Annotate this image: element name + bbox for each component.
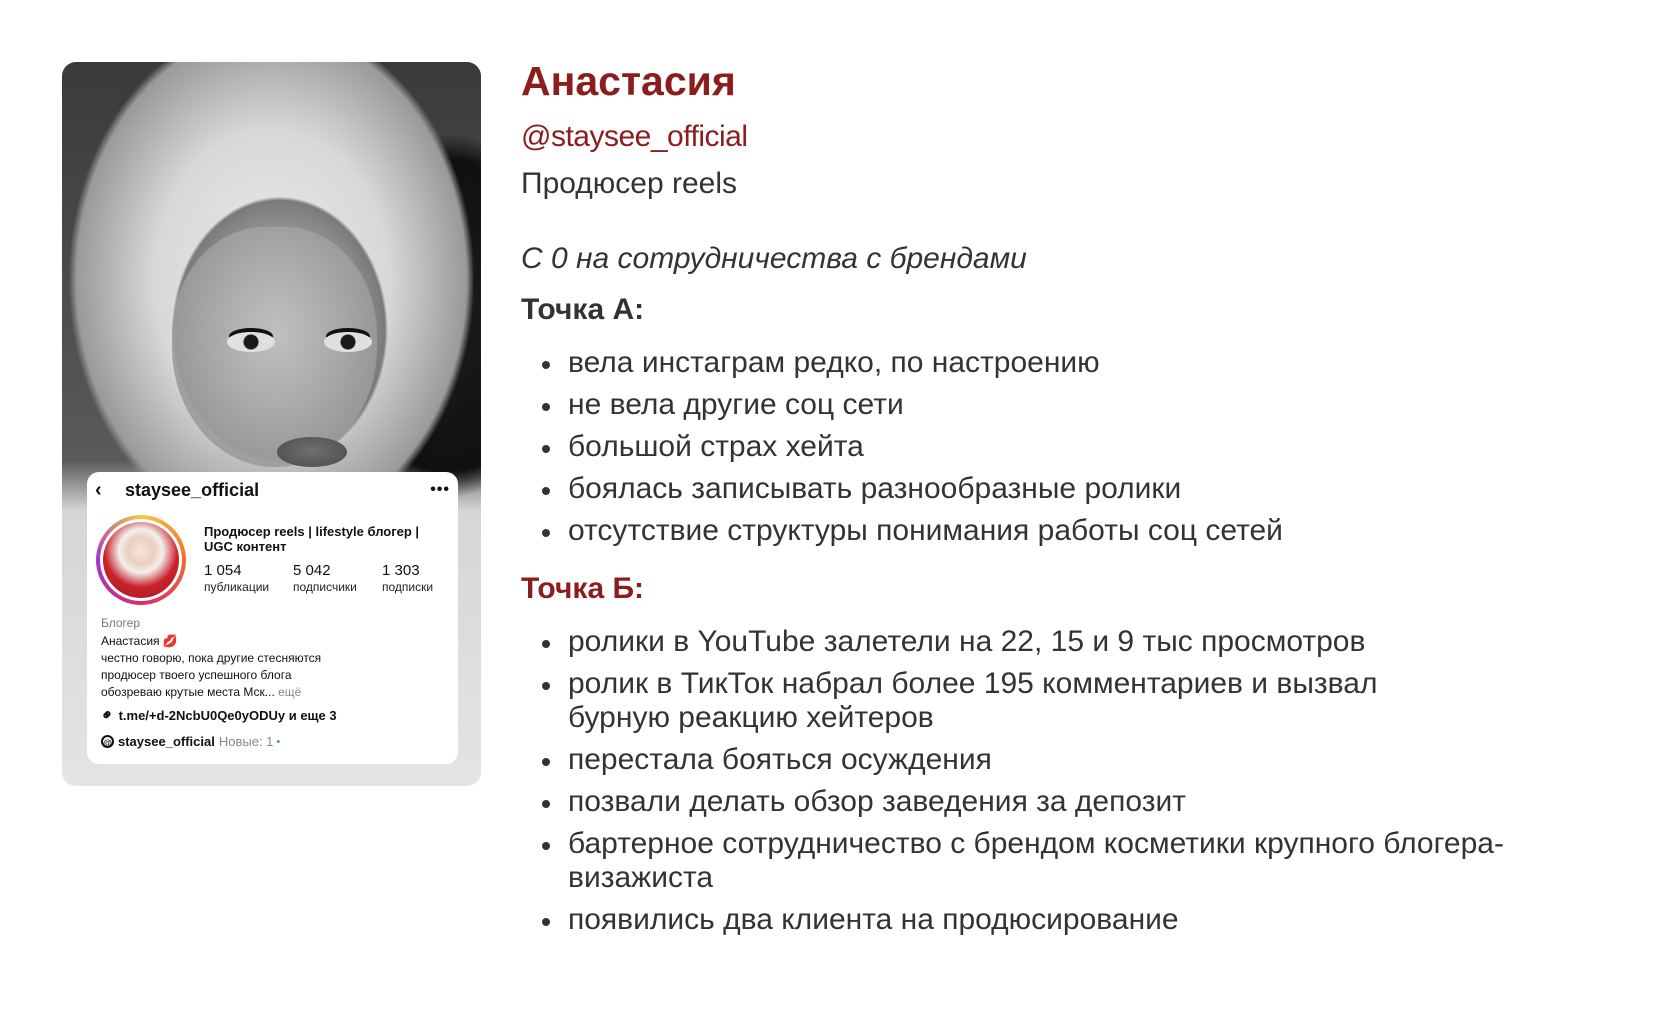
list-item: бартерное сотрудничество с брендом косметики крупного блогера-визажиста xyxy=(521,827,1508,895)
threads-dot-icon: • xyxy=(276,735,281,748)
list-item: ролики в YouTube залетели на 22, 15 и 9 тыс просмотров xyxy=(521,625,1521,659)
list-item: не вела другие соц сети xyxy=(521,388,1521,422)
kiss-emoji-icon: 💋 xyxy=(162,634,178,648)
stat-following-label: подписки xyxy=(382,580,434,594)
case-tagline: С 0 на сотрудничества с брендами xyxy=(521,242,1027,275)
instagram-link-text: t.me/+d-2NcbU0Qe0yODUy и еще 3 xyxy=(118,707,337,723)
threads-icon: @ xyxy=(101,735,114,748)
instagram-header xyxy=(95,478,450,502)
stat-following-value: 1 303 xyxy=(382,562,420,579)
person-role: Продюсер reels xyxy=(521,167,738,200)
list-item: большой страх хейта xyxy=(521,430,1521,464)
link-icon: ⚭ xyxy=(97,704,119,726)
instagram-headline: Продюсер reels | lifestyle блогер | UGC контент xyxy=(204,524,420,554)
threads-new-count: Новые: 1 xyxy=(218,734,274,749)
instagram-avatar xyxy=(96,515,186,605)
point-b-list xyxy=(521,625,1521,945)
instagram-link xyxy=(97,704,337,726)
chevron-left-icon: ‹ xyxy=(95,479,102,501)
point-b-heading: Точка Б: xyxy=(521,572,645,605)
stat-posts-value: 1 054 xyxy=(204,562,242,579)
list-item: отсутствие структуры понимания работы соц сетей xyxy=(521,514,1521,548)
profile-photo-card xyxy=(62,62,481,786)
portrait-eye-left xyxy=(227,332,275,352)
stat-followers xyxy=(293,562,382,595)
point-a-heading: Точка А: xyxy=(521,293,645,326)
stat-followers-label: подписчики xyxy=(293,580,357,594)
portrait-eye-right xyxy=(324,332,372,352)
instagram-stats xyxy=(204,562,471,595)
person-handle: @staysee_official xyxy=(521,120,748,153)
threads-username: staysee_official xyxy=(118,734,215,749)
more-dots-icon: ••• xyxy=(430,481,450,498)
instagram-threads-badge xyxy=(101,734,280,749)
instagram-username: staysee_official xyxy=(125,479,260,500)
bio-name: Анастасия xyxy=(101,634,160,648)
point-a-list xyxy=(521,346,1521,556)
portrait-lips xyxy=(277,437,347,467)
list-item: ролик в ТикТок набрал более 195 комментариев и вызвал бурную реакцию хейтеров xyxy=(521,667,1468,735)
list-item: перестала бояться осуждения xyxy=(521,743,1521,777)
stat-posts-label: публикации xyxy=(204,580,270,594)
stat-posts xyxy=(204,562,293,595)
instagram-bio xyxy=(101,633,451,701)
instagram-profile-screenshot xyxy=(87,472,458,764)
instagram-category: Блогер xyxy=(101,616,141,630)
bio-line: обозреваю крутые места Мск... xyxy=(101,685,275,699)
stat-followers-value: 5 042 xyxy=(293,562,331,579)
person-name: Анастасия xyxy=(521,58,736,104)
list-item: вела инстаграм редко, по настроению xyxy=(521,346,1521,380)
bio-line: продюсер твоего успешного блога xyxy=(101,668,292,682)
list-item: боялась записывать разнообразные ролики xyxy=(521,472,1521,506)
bio-more-link: ещё xyxy=(278,685,302,699)
stat-following xyxy=(382,562,471,595)
bio-line: честно говорю, пока другие стесняются xyxy=(101,651,322,665)
list-item: появились два клиента на продюсирование xyxy=(521,903,1521,937)
list-item: позвали делать обзор заведения за депозит xyxy=(521,785,1521,819)
